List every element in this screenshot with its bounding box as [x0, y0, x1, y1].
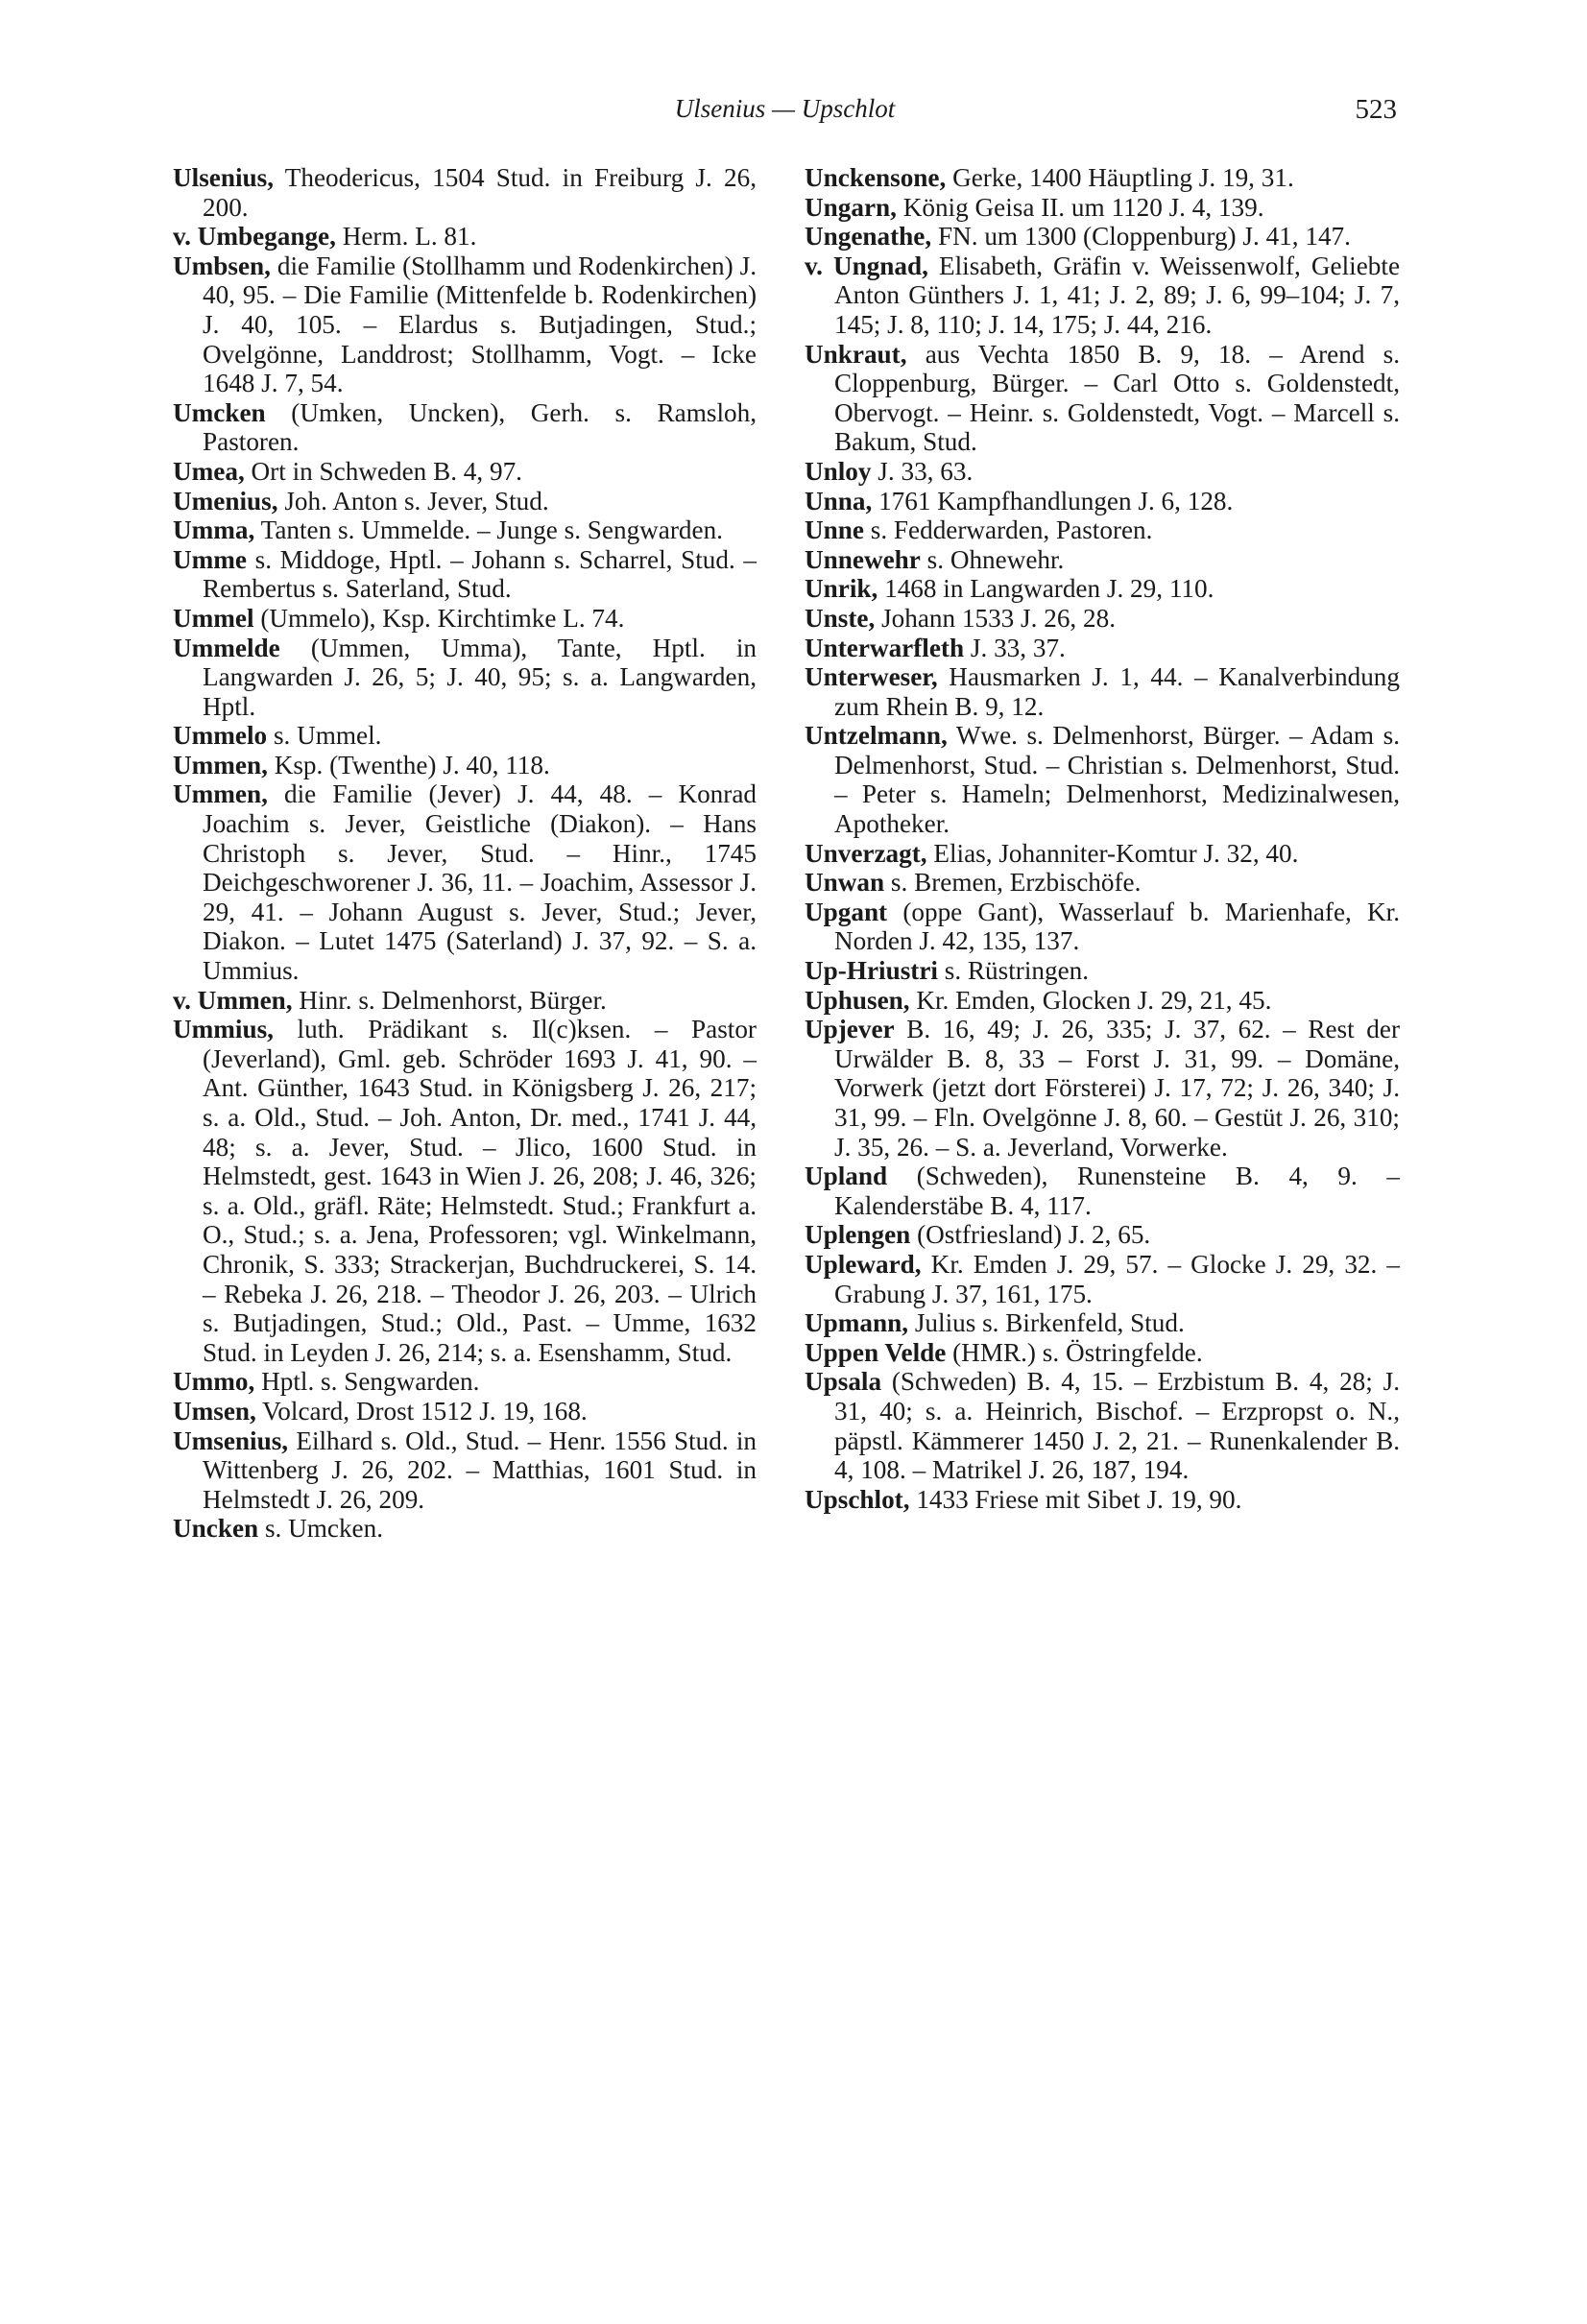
entry-headword: Uncken	[173, 1514, 259, 1544]
entry-headword: Uplengen	[805, 1220, 911, 1250]
entry-text: (HMR.) s. Östringfelde.	[946, 1337, 1203, 1367]
entry-text: Hptl. s. Sengwarden.	[254, 1367, 480, 1397]
entry-headword: Upschlot,	[805, 1484, 910, 1514]
entry-headword: Ummo,	[173, 1367, 255, 1397]
index-entry	[805, 193, 1400, 223]
entry-headword: Umsenius,	[173, 1426, 289, 1455]
index-entry	[173, 252, 757, 398]
entry-text: Kr. Emden J. 29, 57. – Glocke J. 29, 32. – Grabung J. 37, 161, 175.	[834, 1249, 1400, 1308]
entry-headword: Unterwarfleth	[805, 633, 965, 662]
entry-text: (Schweden), Runensteine B. 4, 9. – Kalenderstäbe B. 4, 117.	[834, 1162, 1400, 1220]
entry-text: (oppe Gant), Wasserlauf b. Marienhafe, Kr. Norden J. 42, 135, 137.	[834, 897, 1400, 956]
index-entry	[173, 604, 757, 634]
entry-text: 1761 Kampfhandlungen J. 6, 128.	[872, 486, 1234, 515]
index-entry	[173, 545, 757, 604]
entry-headword: Unnewehr	[805, 544, 921, 574]
index-entry	[173, 398, 757, 457]
index-entry	[805, 487, 1400, 516]
entry-headword: Ummelde	[173, 633, 280, 662]
entry-headword: Upsala	[805, 1367, 882, 1397]
index-entry	[805, 662, 1400, 721]
page-number: 523	[1355, 94, 1397, 125]
entry-headword: Unne	[805, 515, 864, 545]
entry-text: Johann 1533 J. 26, 28.	[875, 603, 1116, 633]
index-entry	[805, 956, 1400, 986]
entry-text: J. 33, 37.	[964, 633, 1066, 662]
entry-text: die Familie (Stollhamm und Rodenkirchen) J. 40, 95. – Die Familie (Mittenfelde b. Rodenkirchen) J. 40, 105. – Elardus s. Butjadingen, Stud.; Ovelgönne, Landdrost; Stollhamm, Vogt. – Icke 1648 J. 7, 54.	[203, 251, 757, 398]
entry-text: 1468 in Langwarden J. 29, 110.	[878, 574, 1214, 604]
entry-text: (Schweden) B. 4, 15. – Erzbistum B. 4, 28; J. 31, 40; s. a. Heinrich, Bischof. – Erzpropst o. N., päpstl. Kämmerer 1450 J. 2, 21. – Runenkalender B. 4, 108. – Matrikel J. 26, 187, 194.	[834, 1367, 1400, 1485]
index-entry	[805, 515, 1400, 545]
entry-text: s. Bremen, Erzbischöfe.	[884, 868, 1142, 898]
index-entry	[173, 487, 757, 516]
entry-headword: Umbsen,	[173, 251, 271, 280]
index-entry	[173, 751, 757, 780]
entry-headword: Unrik,	[805, 574, 878, 604]
entry-headword: Umenius,	[173, 486, 278, 515]
entry-text: Wwe. s. Delmenhorst, Bürger. – Adam s. Delmenhorst, Stud. – Christian s. Delmenhorst, Stud. – Peter s. Hameln; Delmenhorst, Medizinalwesen, Apotheker.	[834, 721, 1400, 839]
entry-text: Herm. L. 81.	[335, 222, 477, 252]
entry-headword: Unna,	[805, 486, 873, 515]
index-entry	[173, 1015, 757, 1367]
index-entry	[173, 1397, 757, 1426]
entry-headword: Upmann,	[805, 1308, 909, 1338]
index-entry	[805, 1162, 1400, 1220]
index-entry	[805, 1367, 1400, 1484]
entry-text: s. Rüstringen.	[937, 956, 1090, 986]
entry-text: Julius s. Birkenfeld, Stud.	[908, 1308, 1185, 1338]
index-entry	[805, 574, 1400, 604]
entry-text: aus Vechta 1850 B. 9, 18. – Arend s. Cloppenburg, Bürger. – Carl Otto s. Goldenstedt, Obervogt. – Heinr. s. Goldenstedt, Vogt. – Marcell s. Bakum, Stud.	[834, 339, 1400, 457]
index-entry	[173, 222, 757, 252]
index-entry	[805, 1220, 1400, 1250]
entry-text: die Familie (Jever) J. 44, 48. – Konrad Joachim s. Jever, Geistliche (Diakon). – Hans Christoph s. Jever, Stud. – Hinr., 1745 Deichgeschworener J. 36, 11. – Joachim, Assessor J. 29, 41. – Johann August s. Jever, Stud.; Jever, Diakon. – Lutet 1475 (Saterland) J. 37, 92. – S. a. Ummius.	[203, 779, 757, 986]
index-entry	[173, 1514, 757, 1544]
entry-headword: Unverzagt,	[805, 838, 927, 868]
entry-text: FN. um 1300 (Cloppenburg) J. 41, 147.	[931, 222, 1351, 252]
index-entry	[173, 1426, 757, 1515]
index-entry	[173, 634, 757, 722]
entry-headword: Unckensone,	[805, 163, 947, 192]
entry-text: König Geisa II. um 1120 J. 4, 139.	[896, 192, 1264, 222]
index-entry	[173, 986, 757, 1016]
entry-headword: Umma,	[173, 515, 255, 545]
index-entry	[173, 163, 757, 222]
entry-headword: v. Umbegange,	[173, 222, 336, 252]
entry-headword: Ummel	[173, 603, 254, 633]
entry-text: B. 16, 49; J. 26, 335; J. 37, 62. – Rest der Urwälder B. 8, 33 – Forst J. 31, 99. – Domäne, Vorwerk (jetzt dort Försterei) J. 17, 72; J. 26, 340; J. 31, 99. – Fln. Ovelgönne J. 8, 60. – Gestüt J. 26, 310; J. 35, 26. – S. a. Jeverland, Vorwerke.	[834, 1015, 1400, 1162]
index-entry	[805, 898, 1400, 956]
entry-text: Joh. Anton s. Jever, Stud.	[277, 486, 549, 515]
entry-headword: v. Ummen,	[173, 985, 293, 1015]
entry-text: s. Ohnewehr.	[920, 544, 1065, 574]
index-entry	[805, 721, 1400, 838]
entry-headword: Upjever	[805, 1015, 895, 1044]
entry-headword: Ungenathe,	[805, 222, 932, 252]
entry-headword: Ulsenius,	[173, 163, 275, 192]
entry-headword: Upland	[805, 1162, 888, 1191]
left-column	[173, 163, 757, 1544]
entry-headword: Unwan	[805, 868, 885, 898]
entry-headword: Unloy	[805, 456, 872, 486]
entry-headword: Unkraut,	[805, 339, 907, 369]
entry-text: J. 33, 63.	[871, 456, 974, 486]
entry-headword: Ummelo	[173, 721, 268, 751]
entry-headword: Umea,	[173, 456, 245, 486]
entry-headword: Umcken	[173, 397, 266, 427]
index-entry	[805, 1250, 1400, 1308]
index-entry	[805, 340, 1400, 457]
index-entry	[805, 839, 1400, 869]
index-entry	[173, 721, 757, 751]
entry-text: Gerke, 1400 Häuptling J. 19, 31.	[946, 163, 1294, 192]
entry-text: Hausmarken J. 1, 44. – Kanalverbindung zum Rhein B. 9, 12.	[834, 662, 1400, 721]
index-entry	[805, 457, 1400, 487]
entry-headword: Uppen Velde	[805, 1337, 947, 1367]
index-entry	[173, 457, 757, 487]
index-entry	[805, 634, 1400, 663]
index-entry	[173, 1367, 757, 1397]
index-entry	[805, 986, 1400, 1016]
entry-headword: Ummius,	[173, 1015, 274, 1044]
index-entry	[173, 515, 757, 545]
entry-headword: Upgant	[805, 897, 888, 926]
entry-text: Volcard, Drost 1512 J. 19, 168.	[255, 1396, 588, 1426]
index-entry	[805, 868, 1400, 898]
entry-text: (Ummelo), Ksp. Kirchtimke L. 74.	[253, 603, 625, 633]
entry-headword: Upleward,	[805, 1249, 922, 1279]
entry-text: s. Umcken.	[258, 1514, 384, 1544]
entry-text: 1433 Friese mit Sibet J. 19, 90.	[909, 1484, 1242, 1514]
entry-text: Theodericus, 1504 Stud. in Freiburg J. 26, 200.	[203, 163, 757, 222]
entry-headword: Untzelmann,	[805, 721, 948, 751]
entry-text: (Ummen, Umma), Tante, Hptl. in Langwarden J. 26, 5; J. 40, 95; s. a. Langwarden, Hptl.	[203, 633, 757, 721]
entry-text: (Ostfriesland) J. 2, 65.	[910, 1220, 1151, 1250]
index-entry	[805, 222, 1400, 252]
running-title: Ulsenius — Upschlot	[674, 94, 896, 123]
entry-headword: Uphusen,	[805, 985, 910, 1015]
entry-headword: Umme	[173, 544, 247, 574]
index-entry	[805, 1015, 1400, 1162]
index-entry	[805, 545, 1400, 575]
entry-text: (Umken, Uncken), Gerh. s. Ramsloh, Pastoren.	[203, 397, 757, 457]
entry-headword: Unterweser,	[805, 662, 938, 692]
entry-text: s. Ummel.	[267, 721, 382, 751]
index-entry	[805, 1308, 1400, 1338]
index-entry	[805, 163, 1400, 193]
entry-headword: Ungarn,	[805, 192, 897, 222]
entry-text: s. Middoge, Hptl. – Johann s. Scharrel, Stud. – Rembertus s. Saterland, Stud.	[203, 544, 757, 604]
index-entry	[805, 252, 1400, 340]
index-entry	[805, 604, 1400, 634]
index-entry	[173, 779, 757, 985]
entry-text: Kr. Emden, Glocken J. 29, 21, 45.	[909, 985, 1272, 1015]
index-entry	[805, 1485, 1400, 1515]
entry-text: Elias, Johanniter-Komtur J. 32, 40.	[926, 838, 1299, 868]
page-header	[173, 94, 1397, 132]
entry-text: s. Fedderwarden, Pastoren.	[863, 515, 1153, 545]
entry-headword: v. Ungnad,	[805, 251, 928, 280]
entry-text: Elisabeth, Gräfin v. Weissenwolf, Geliebte Anton Günthers J. 1, 41; J. 2, 89; J. 6, 99–104; J. 7, 145; J. 8, 110; J. 14, 175; J. 44, 216.	[834, 251, 1401, 339]
right-column	[805, 163, 1400, 1514]
entry-text: Ksp. (Twenthe) J. 40, 118.	[267, 750, 550, 779]
entry-text: Hinr. s. Delmenhorst, Bürger.	[292, 985, 607, 1015]
entry-headword: Up-Hriustri	[805, 956, 938, 986]
entry-headword: Ummen,	[173, 779, 268, 809]
entry-text: Tanten s. Ummelde. – Junge s. Sengwarden.	[254, 515, 723, 545]
entry-headword: Ummen,	[173, 750, 268, 779]
entry-text: Eilhard s. Old., Stud. – Henr. 1556 Stud. in Wittenberg J. 26, 202. – Matthias, 1601 Stud. in Helmstedt J. 26, 209.	[203, 1426, 757, 1514]
entry-text: luth. Prädikant s. Il(c)ksen. – Pastor (Jeverland), Gml. geb. Schröder 1693 J. 41, 90. – Ant. Günther, 1643 Stud. in Königsberg J. 26, 217; s. a. Old., Stud. – Joh. Anton, Dr. med., 1741 J. 44, 48; s. a. Jever, Stud. – Jlico, 1600 Stud. in Helmstedt, gest. 1643 in Wien J. 26, 208; J. 46, 326; s. a. Old., gräfl. Räte; Helmstedt. Stud.; Frankfurt a. O., Stud.; s. a. Jena, Professoren; vgl. Winkelmann, Chronik, S. 333; Strackerjan, Buchdruckerei, S. 14. – Rebeka J. 26, 218. – Theodor J. 26, 203. – Ulrich s. Butjadingen, Stud.; Old., Past. – Umme, 1632 Stud. in Leyden J. 26, 214; s. a. Esenshamm, Stud.	[203, 1015, 757, 1367]
entry-headword: Unste,	[805, 603, 876, 633]
entry-text: Ort in Schweden B. 4, 97.	[244, 456, 522, 486]
entry-headword: Umsen,	[173, 1396, 256, 1426]
index-entry	[805, 1338, 1400, 1368]
